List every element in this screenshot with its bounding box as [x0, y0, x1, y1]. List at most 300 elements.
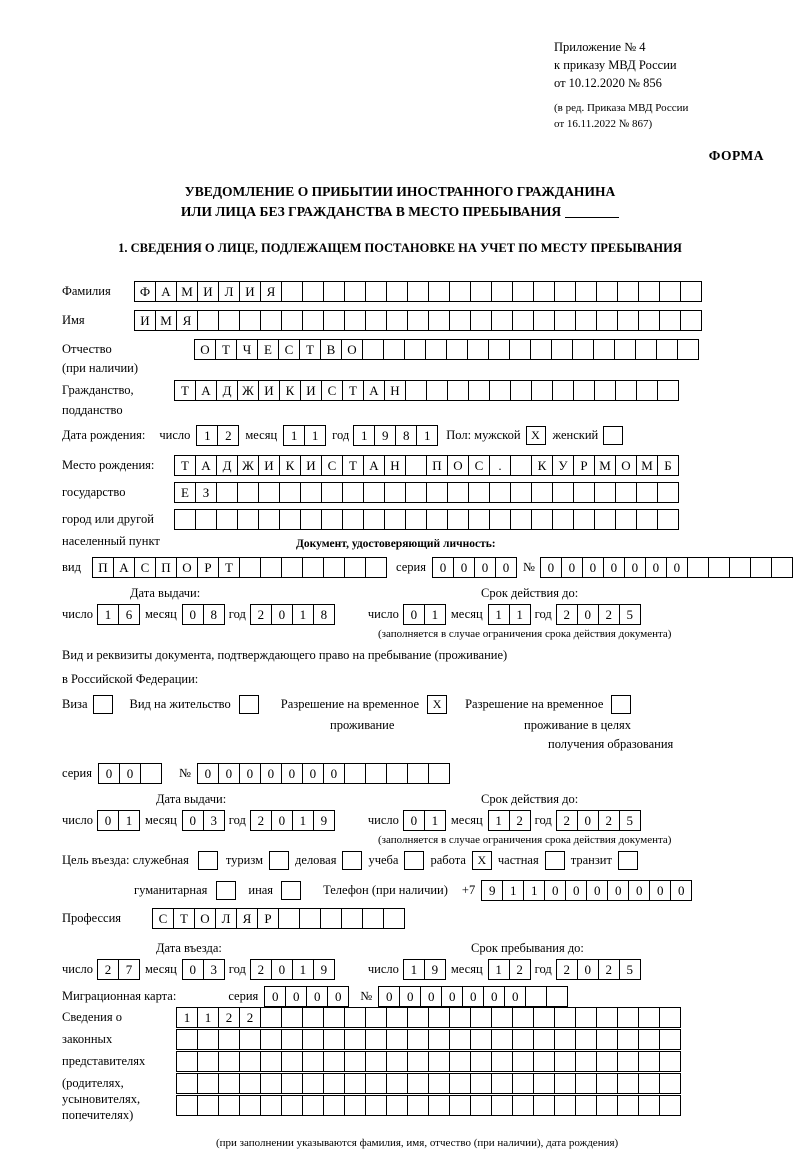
char-cell[interactable]: 1 — [416, 425, 438, 446]
char-cell[interactable]: Л — [218, 281, 240, 302]
char-cell[interactable] — [195, 509, 217, 530]
char-cell[interactable] — [428, 1073, 450, 1094]
char-cell[interactable] — [279, 482, 301, 503]
char-cell[interactable]: 0 — [483, 986, 505, 1007]
char-cell[interactable] — [596, 1029, 618, 1050]
char-cell[interactable] — [174, 509, 196, 530]
char-cell[interactable]: 0 — [577, 810, 599, 831]
char-cell[interactable] — [365, 557, 387, 578]
char-cell[interactable] — [386, 763, 408, 784]
char-cell[interactable] — [708, 557, 730, 578]
char-cell[interactable] — [239, 1073, 261, 1094]
doc-valid-year-input[interactable] — [556, 604, 640, 625]
char-cell[interactable]: 0 — [586, 880, 608, 901]
char-cell[interactable]: М — [636, 455, 658, 476]
char-cell[interactable]: 1 — [176, 1007, 198, 1028]
char-cell[interactable] — [489, 482, 511, 503]
char-cell[interactable]: Т — [342, 455, 364, 476]
char-cell[interactable] — [407, 281, 429, 302]
char-cell[interactable] — [638, 281, 660, 302]
char-cell[interactable]: С — [321, 380, 343, 401]
char-cell[interactable] — [302, 281, 324, 302]
doc-kind-input[interactable] — [92, 557, 386, 578]
char-cell[interactable] — [554, 1007, 576, 1028]
char-cell[interactable]: И — [258, 455, 280, 476]
stay-issue-month-input[interactable] — [182, 810, 224, 831]
char-cell[interactable]: 1 — [196, 425, 218, 446]
char-cell[interactable] — [617, 1029, 639, 1050]
char-cell[interactable]: 1 — [197, 1007, 219, 1028]
char-cell[interactable] — [344, 310, 366, 331]
doc-series-input[interactable] — [432, 557, 516, 578]
char-cell[interactable] — [428, 763, 450, 784]
char-cell[interactable]: 0 — [540, 557, 562, 578]
char-cell[interactable] — [258, 509, 280, 530]
char-cell[interactable]: 0 — [182, 604, 204, 625]
char-cell[interactable] — [300, 509, 322, 530]
char-cell[interactable]: С — [321, 455, 343, 476]
char-cell[interactable]: С — [152, 908, 174, 929]
char-cell[interactable]: Д — [216, 455, 238, 476]
char-cell[interactable] — [491, 1051, 513, 1072]
char-cell[interactable] — [489, 380, 511, 401]
char-cell[interactable] — [323, 310, 345, 331]
char-cell[interactable] — [449, 1051, 471, 1072]
char-cell[interactable]: 0 — [624, 557, 646, 578]
char-cell[interactable]: К — [279, 455, 301, 476]
char-cell[interactable]: Я — [260, 281, 282, 302]
temp-residence-checkbox[interactable]: X — [427, 695, 447, 714]
char-cell[interactable] — [512, 281, 534, 302]
char-cell[interactable] — [488, 339, 510, 360]
char-cell[interactable]: Ч — [236, 339, 258, 360]
entry-day-input[interactable] — [97, 959, 139, 980]
char-cell[interactable] — [323, 1095, 345, 1116]
char-cell[interactable] — [617, 1051, 639, 1072]
char-cell[interactable]: 0 — [565, 880, 587, 901]
char-cell[interactable]: 0 — [495, 557, 517, 578]
char-cell[interactable] — [428, 1029, 450, 1050]
char-cell[interactable] — [407, 310, 429, 331]
legal-rep-row-2[interactable] — [176, 1029, 680, 1050]
char-cell[interactable] — [470, 1095, 492, 1116]
char-cell[interactable]: 2 — [250, 959, 272, 980]
char-cell[interactable] — [362, 908, 384, 929]
char-cell[interactable] — [552, 380, 574, 401]
char-cell[interactable] — [323, 1029, 345, 1050]
stay-valid-month-input[interactable] — [488, 810, 530, 831]
char-cell[interactable]: 9 — [481, 880, 503, 901]
char-cell[interactable] — [281, 281, 303, 302]
char-cell[interactable]: 1 — [353, 425, 375, 446]
char-cell[interactable]: 8 — [313, 604, 335, 625]
birthplace-row-1[interactable] — [174, 455, 678, 476]
char-cell[interactable] — [470, 1051, 492, 1072]
char-cell[interactable]: 0 — [260, 763, 282, 784]
char-cell[interactable]: 0 — [239, 763, 261, 784]
char-cell[interactable] — [281, 1073, 303, 1094]
char-cell[interactable]: Л — [215, 908, 237, 929]
char-cell[interactable] — [140, 763, 162, 784]
char-cell[interactable] — [554, 1073, 576, 1094]
char-cell[interactable]: 1 — [292, 810, 314, 831]
char-cell[interactable]: 2 — [250, 810, 272, 831]
char-cell[interactable] — [428, 1051, 450, 1072]
char-cell[interactable] — [554, 281, 576, 302]
char-cell[interactable]: 0 — [271, 810, 293, 831]
phone-input[interactable] — [481, 880, 691, 901]
char-cell[interactable]: В — [320, 339, 342, 360]
char-cell[interactable] — [405, 509, 427, 530]
char-cell[interactable]: Т — [174, 380, 196, 401]
char-cell[interactable] — [386, 1095, 408, 1116]
char-cell[interactable] — [362, 339, 384, 360]
char-cell[interactable]: 5 — [619, 810, 641, 831]
char-cell[interactable]: 0 — [462, 986, 484, 1007]
char-cell[interactable]: 9 — [313, 959, 335, 980]
char-cell[interactable] — [659, 310, 681, 331]
char-cell[interactable] — [573, 482, 595, 503]
citizenship-input[interactable] — [174, 380, 678, 401]
purpose-other-checkbox[interactable] — [281, 881, 301, 900]
char-cell[interactable] — [281, 1095, 303, 1116]
char-cell[interactable] — [447, 482, 469, 503]
char-cell[interactable] — [680, 281, 702, 302]
char-cell[interactable] — [659, 1051, 681, 1072]
char-cell[interactable] — [363, 482, 385, 503]
char-cell[interactable]: 2 — [97, 959, 119, 980]
char-cell[interactable] — [365, 1029, 387, 1050]
char-cell[interactable] — [365, 763, 387, 784]
char-cell[interactable] — [300, 482, 322, 503]
char-cell[interactable]: 3 — [203, 810, 225, 831]
char-cell[interactable]: О — [341, 339, 363, 360]
char-cell[interactable] — [260, 1007, 282, 1028]
char-cell[interactable] — [554, 310, 576, 331]
char-cell[interactable] — [425, 339, 447, 360]
char-cell[interactable]: И — [300, 455, 322, 476]
char-cell[interactable] — [407, 1073, 429, 1094]
char-cell[interactable] — [218, 1051, 240, 1072]
char-cell[interactable]: 0 — [432, 557, 454, 578]
char-cell[interactable] — [363, 509, 385, 530]
char-cell[interactable] — [638, 1073, 660, 1094]
purpose-tourism-checkbox[interactable] — [269, 851, 289, 870]
char-cell[interactable]: 1 — [424, 604, 446, 625]
doc-valid-day-input[interactable] — [403, 604, 445, 625]
char-cell[interactable] — [533, 1073, 555, 1094]
char-cell[interactable]: 1 — [283, 425, 305, 446]
char-cell[interactable] — [239, 1051, 261, 1072]
char-cell[interactable] — [407, 763, 429, 784]
char-cell[interactable]: 0 — [327, 986, 349, 1007]
char-cell[interactable]: 0 — [119, 763, 141, 784]
char-cell[interactable] — [552, 509, 574, 530]
char-cell[interactable]: 0 — [306, 986, 328, 1007]
char-cell[interactable] — [525, 986, 547, 1007]
char-cell[interactable] — [302, 1095, 324, 1116]
char-cell[interactable]: 0 — [182, 810, 204, 831]
char-cell[interactable] — [491, 1095, 513, 1116]
legal-rep-row-1[interactable] — [176, 1007, 680, 1028]
birth-day-input[interactable] — [196, 425, 238, 446]
char-cell[interactable] — [323, 557, 345, 578]
residence-permit-checkbox[interactable] — [239, 695, 259, 714]
char-cell[interactable]: 1 — [502, 880, 524, 901]
purpose-business-checkbox[interactable] — [342, 851, 362, 870]
char-cell[interactable]: 0 — [403, 604, 425, 625]
char-cell[interactable]: П — [426, 455, 448, 476]
char-cell[interactable]: 1 — [523, 880, 545, 901]
char-cell[interactable]: Р — [257, 908, 279, 929]
char-cell[interactable] — [384, 482, 406, 503]
char-cell[interactable]: Н — [384, 455, 406, 476]
birthplace-row-2[interactable] — [174, 482, 678, 503]
char-cell[interactable]: 2 — [250, 604, 272, 625]
char-cell[interactable]: 9 — [374, 425, 396, 446]
char-cell[interactable]: 2 — [598, 604, 620, 625]
char-cell[interactable] — [302, 1051, 324, 1072]
char-cell[interactable] — [447, 380, 469, 401]
char-cell[interactable] — [323, 1073, 345, 1094]
char-cell[interactable]: 1 — [488, 810, 510, 831]
purpose-transit-checkbox[interactable] — [618, 851, 638, 870]
char-cell[interactable]: И — [300, 380, 322, 401]
char-cell[interactable] — [302, 557, 324, 578]
char-cell[interactable] — [344, 1007, 366, 1028]
char-cell[interactable] — [491, 310, 513, 331]
char-cell[interactable] — [407, 1095, 429, 1116]
char-cell[interactable] — [281, 557, 303, 578]
char-cell[interactable] — [546, 986, 568, 1007]
char-cell[interactable] — [596, 1095, 618, 1116]
char-cell[interactable]: А — [113, 557, 135, 578]
char-cell[interactable] — [575, 281, 597, 302]
char-cell[interactable] — [384, 509, 406, 530]
char-cell[interactable]: 2 — [217, 425, 239, 446]
char-cell[interactable]: 1 — [488, 959, 510, 980]
char-cell[interactable] — [386, 1073, 408, 1094]
char-cell[interactable] — [323, 1007, 345, 1028]
char-cell[interactable]: Р — [197, 557, 219, 578]
char-cell[interactable] — [659, 1095, 681, 1116]
char-cell[interactable] — [404, 339, 426, 360]
char-cell[interactable] — [729, 557, 751, 578]
char-cell[interactable]: 2 — [239, 1007, 261, 1028]
char-cell[interactable] — [489, 509, 511, 530]
char-cell[interactable] — [593, 339, 615, 360]
char-cell[interactable] — [428, 281, 450, 302]
char-cell[interactable] — [470, 281, 492, 302]
char-cell[interactable] — [386, 310, 408, 331]
legal-rep-row-3[interactable] — [176, 1051, 680, 1072]
char-cell[interactable]: 0 — [271, 604, 293, 625]
char-cell[interactable]: Т — [218, 557, 240, 578]
char-cell[interactable]: 8 — [203, 604, 225, 625]
char-cell[interactable] — [512, 1007, 534, 1028]
char-cell[interactable] — [677, 339, 699, 360]
char-cell[interactable]: 0 — [378, 986, 400, 1007]
char-cell[interactable] — [615, 380, 637, 401]
char-cell[interactable] — [426, 509, 448, 530]
char-cell[interactable] — [554, 1051, 576, 1072]
char-cell[interactable] — [321, 509, 343, 530]
char-cell[interactable]: 0 — [182, 959, 204, 980]
char-cell[interactable] — [279, 509, 301, 530]
char-cell[interactable]: И — [239, 281, 261, 302]
char-cell[interactable] — [512, 1073, 534, 1094]
char-cell[interactable] — [596, 1007, 618, 1028]
char-cell[interactable]: 0 — [607, 880, 629, 901]
char-cell[interactable] — [218, 1095, 240, 1116]
char-cell[interactable]: И — [258, 380, 280, 401]
char-cell[interactable] — [635, 339, 657, 360]
char-cell[interactable]: 0 — [577, 959, 599, 980]
char-cell[interactable] — [510, 455, 532, 476]
char-cell[interactable]: 0 — [453, 557, 475, 578]
char-cell[interactable] — [636, 482, 658, 503]
char-cell[interactable] — [197, 1051, 219, 1072]
char-cell[interactable] — [659, 281, 681, 302]
char-cell[interactable]: К — [279, 380, 301, 401]
char-cell[interactable]: 0 — [271, 959, 293, 980]
char-cell[interactable] — [176, 1051, 198, 1072]
stay-valid-day-input[interactable] — [403, 810, 445, 831]
char-cell[interactable] — [386, 1007, 408, 1028]
char-cell[interactable] — [617, 281, 639, 302]
char-cell[interactable]: И — [134, 310, 156, 331]
char-cell[interactable] — [491, 1029, 513, 1050]
char-cell[interactable] — [426, 482, 448, 503]
char-cell[interactable] — [512, 1095, 534, 1116]
char-cell[interactable]: А — [155, 281, 177, 302]
birthplace-row-3[interactable] — [174, 509, 678, 530]
char-cell[interactable] — [615, 482, 637, 503]
char-cell[interactable] — [237, 482, 259, 503]
char-cell[interactable] — [636, 509, 658, 530]
char-cell[interactable] — [575, 1029, 597, 1050]
char-cell[interactable] — [365, 1007, 387, 1028]
char-cell[interactable]: 0 — [218, 763, 240, 784]
char-cell[interactable]: Т — [174, 455, 196, 476]
visa-checkbox[interactable] — [93, 695, 113, 714]
char-cell[interactable]: Т — [173, 908, 195, 929]
char-cell[interactable] — [239, 310, 261, 331]
char-cell[interactable] — [260, 1051, 282, 1072]
char-cell[interactable] — [510, 380, 532, 401]
char-cell[interactable] — [428, 1007, 450, 1028]
char-cell[interactable] — [491, 1073, 513, 1094]
char-cell[interactable] — [533, 281, 555, 302]
doc-issue-day-input[interactable] — [97, 604, 139, 625]
char-cell[interactable] — [449, 1095, 471, 1116]
char-cell[interactable] — [575, 1073, 597, 1094]
char-cell[interactable] — [321, 482, 343, 503]
char-cell[interactable]: 2 — [218, 1007, 240, 1028]
char-cell[interactable] — [638, 1095, 660, 1116]
char-cell[interactable]: О — [194, 339, 216, 360]
char-cell[interactable] — [447, 509, 469, 530]
char-cell[interactable]: 0 — [323, 763, 345, 784]
purpose-work-checkbox[interactable]: X — [472, 851, 492, 870]
char-cell[interactable] — [657, 509, 679, 530]
char-cell[interactable] — [659, 1007, 681, 1028]
char-cell[interactable] — [596, 1051, 618, 1072]
char-cell[interactable] — [239, 1029, 261, 1050]
char-cell[interactable] — [573, 509, 595, 530]
char-cell[interactable] — [659, 1073, 681, 1094]
char-cell[interactable] — [656, 339, 678, 360]
char-cell[interactable]: К — [531, 455, 553, 476]
stay-valid-year-input[interactable] — [556, 810, 640, 831]
char-cell[interactable] — [533, 1051, 555, 1072]
char-cell[interactable]: М — [155, 310, 177, 331]
char-cell[interactable] — [197, 1029, 219, 1050]
char-cell[interactable]: И — [197, 281, 219, 302]
char-cell[interactable]: 1 — [118, 810, 140, 831]
char-cell[interactable] — [428, 1095, 450, 1116]
char-cell[interactable] — [281, 310, 303, 331]
char-cell[interactable] — [405, 455, 427, 476]
char-cell[interactable]: 6 — [118, 604, 140, 625]
char-cell[interactable] — [554, 1029, 576, 1050]
char-cell[interactable]: Я — [176, 310, 198, 331]
char-cell[interactable] — [491, 281, 513, 302]
char-cell[interactable] — [260, 557, 282, 578]
char-cell[interactable] — [299, 908, 321, 929]
char-cell[interactable]: О — [176, 557, 198, 578]
char-cell[interactable] — [383, 339, 405, 360]
stayuntil-month-input[interactable] — [488, 959, 530, 980]
char-cell[interactable]: 0 — [97, 810, 119, 831]
birth-year-input[interactable] — [353, 425, 437, 446]
char-cell[interactable] — [176, 1095, 198, 1116]
char-cell[interactable] — [596, 310, 618, 331]
char-cell[interactable]: 0 — [98, 763, 120, 784]
char-cell[interactable]: 8 — [395, 425, 417, 446]
char-cell[interactable]: А — [195, 455, 217, 476]
char-cell[interactable] — [344, 1051, 366, 1072]
char-cell[interactable] — [467, 339, 489, 360]
char-cell[interactable]: Ж — [237, 455, 259, 476]
char-cell[interactable] — [510, 509, 532, 530]
char-cell[interactable] — [342, 509, 364, 530]
surname-input[interactable] — [134, 281, 701, 302]
char-cell[interactable]: А — [363, 380, 385, 401]
char-cell[interactable] — [468, 509, 490, 530]
char-cell[interactable] — [344, 1073, 366, 1094]
char-cell[interactable]: 2 — [598, 810, 620, 831]
char-cell[interactable]: 0 — [561, 557, 583, 578]
char-cell[interactable] — [594, 509, 616, 530]
char-cell[interactable] — [365, 1095, 387, 1116]
char-cell[interactable] — [533, 1095, 555, 1116]
char-cell[interactable]: С — [468, 455, 490, 476]
char-cell[interactable]: 1 — [424, 810, 446, 831]
char-cell[interactable]: 2 — [509, 959, 531, 980]
char-cell[interactable] — [344, 1029, 366, 1050]
char-cell[interactable] — [615, 509, 637, 530]
char-cell[interactable]: 1 — [292, 604, 314, 625]
char-cell[interactable] — [344, 763, 366, 784]
char-cell[interactable] — [426, 380, 448, 401]
char-cell[interactable]: 2 — [598, 959, 620, 980]
char-cell[interactable]: О — [615, 455, 637, 476]
char-cell[interactable] — [596, 281, 618, 302]
char-cell[interactable] — [176, 1073, 198, 1094]
char-cell[interactable] — [468, 380, 490, 401]
char-cell[interactable] — [260, 1029, 282, 1050]
